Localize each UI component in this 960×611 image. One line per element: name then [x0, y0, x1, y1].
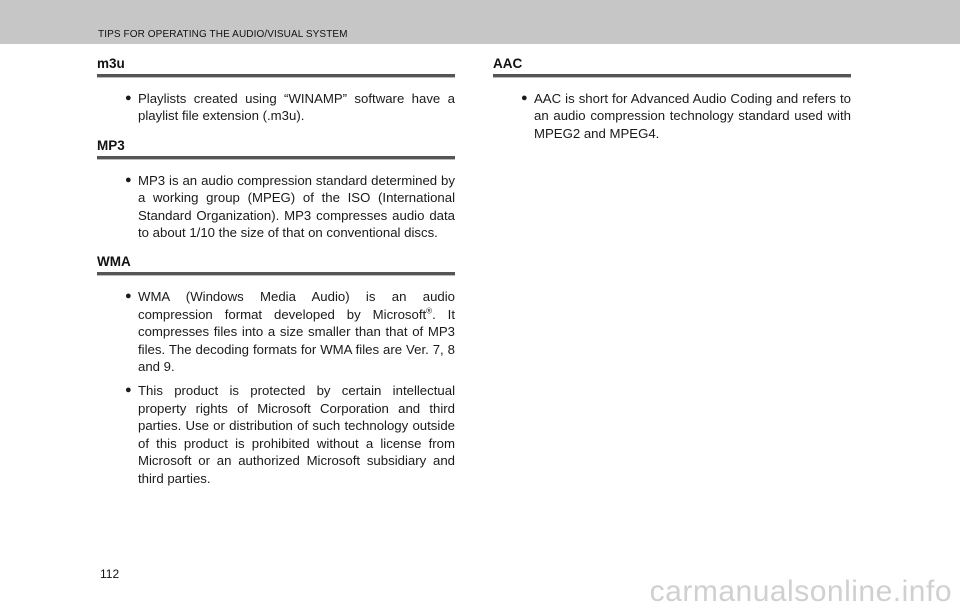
section-divider	[97, 74, 455, 78]
bullet-item	[521, 90, 851, 142]
section-heading-wma: WMA	[97, 254, 131, 270]
section-heading-aac: AAC	[493, 56, 523, 71]
page-header-title: TIPS FOR OPERATING THE AUDIO/VISUAL SYSTEM	[98, 29, 348, 40]
page-number: 112	[100, 567, 120, 581]
header-band	[0, 0, 960, 44]
section-divider	[97, 156, 455, 160]
bullet-text: MP3 is an audio compression standard determined by a working group (MPEG) of the ISO (International Standard Organization). MP3 compresses audio data to about 1/10 the size of that on conventional discs.	[138, 172, 455, 241]
section-mp3	[97, 138, 455, 242]
bullet-dot-icon: ●	[125, 173, 132, 186]
bullet-text: This product is protected by certain intellectual property rights of Microsoft Corporation and third parties. Use or distribution of such technology outside of this product is prohibited without a license from Microsoft or an authorized Microsoft subsidiary and third parties.	[138, 383, 455, 486]
bullet-text: AAC is short for Advanced Audio Coding and refers to an audio compression technology standard used with MPEG2 and MPEG4.	[534, 91, 851, 141]
right-column	[493, 56, 851, 149]
bullet-text: Playlists created using “WINAMP” software have a playlist file extension (.m3u).	[138, 91, 455, 124]
bullet-dot-icon: ●	[125, 290, 132, 303]
bullet-item	[125, 382, 455, 486]
bullet-item	[125, 288, 455, 375]
bullet-item	[125, 172, 455, 242]
section-heading-mp3: MP3	[97, 137, 125, 153]
section-wma	[97, 254, 455, 486]
bullet-item	[125, 90, 455, 125]
section-m3u	[97, 56, 455, 125]
section-heading-m3u: m3u	[97, 56, 125, 71]
bullet-dot-icon: ●	[125, 384, 132, 397]
section-aac	[493, 56, 851, 142]
bullet-dot-icon: ●	[521, 92, 528, 104]
registered-mark: ®	[426, 306, 433, 316]
section-divider	[97, 272, 455, 276]
watermark: carmanualsonline.info	[649, 575, 952, 608]
bullet-text-part: . It compresses files into a size smaller than that of MP3 files. The decoding formats for WMA files are Ver. 7, 8 and 9.	[138, 306, 456, 375]
left-column	[97, 56, 455, 494]
section-divider	[493, 74, 851, 78]
bullet-text-part: WMA (Windows Media Audio) is an audio compression format developed by Microsoft	[138, 289, 455, 322]
bullet-dot-icon: ●	[125, 92, 132, 104]
